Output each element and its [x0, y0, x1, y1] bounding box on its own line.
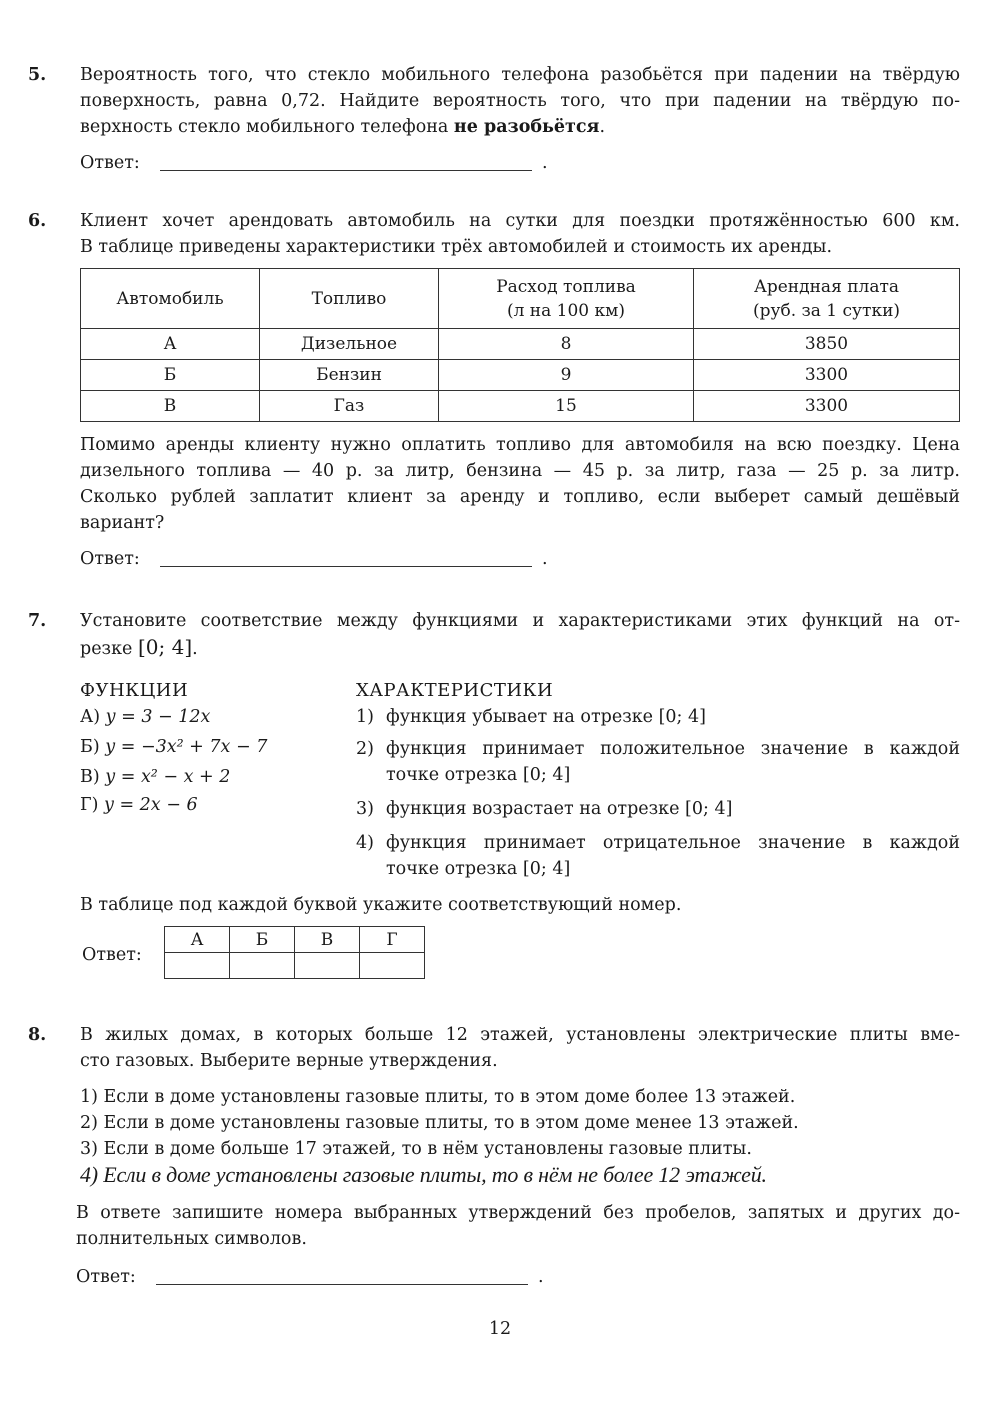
characteristic-item: [356, 796, 960, 822]
text-span: верхность стекло мобильного телефона: [80, 117, 454, 137]
task-text-line: [80, 634, 960, 662]
answer-label: Ответ:: [82, 945, 142, 965]
task-text-line: Клиент хочет арендовать автомобиль на сутки для поездки протяжённостью 600 км.: [80, 211, 960, 231]
task-text-line: вариант?: [80, 513, 165, 533]
cars-table: [80, 268, 960, 422]
characteristic-item: [356, 736, 960, 788]
task-text-line: В таблице приведены характеристики трёх автомобилей и стоимость их аренды.: [80, 237, 833, 257]
answer-period: .: [542, 153, 548, 173]
statement-item: 3) Если в доме больше 17 этажей, то в нём установлены газовые плиты.: [80, 1139, 752, 1159]
task-number: 7.: [28, 611, 47, 631]
table-cell: Дизельное: [260, 329, 439, 360]
statements-list: [80, 1084, 960, 1188]
table-header-row: [81, 269, 960, 329]
task-text-line: дизельного топлива — 40 р. за литр, бензина — 45 р. за литр, газа — 25 р. за литр.: [80, 461, 960, 481]
answer-column-header: Г: [360, 927, 425, 953]
table-cell: 3300: [694, 360, 960, 391]
table-cell: 15: [439, 391, 694, 422]
item-label: 2): [356, 739, 374, 759]
functions-column: [80, 678, 340, 818]
characteristics-title: ХАРАКТЕРИСТИКИ: [356, 680, 554, 701]
table-header: Автомобиль: [81, 269, 260, 329]
task-text-line: поверхность, равна 0,72. Найдите вероятность того, что при падении на твёрдую по-: [80, 91, 960, 111]
table-cell: А: [81, 329, 260, 360]
answer-cell-v[interactable]: [295, 953, 360, 979]
characteristic-text: функция возрастает на отрезке [0; 4]: [386, 799, 733, 819]
task-text-line: Сколько рублей заплатит клиент за аренду и топливо, если выберет самый дешёвый: [80, 487, 960, 507]
task-text-line: сто газовых. Выберите верные утверждения.: [80, 1051, 498, 1071]
item-label: 3): [356, 799, 374, 819]
characteristic-text: функция убывает на отрезке [0; 4]: [386, 707, 706, 727]
table-cell: 8: [439, 329, 694, 360]
table-cell: 3850: [694, 329, 960, 360]
item-label: 4): [356, 833, 374, 853]
answer-table: [164, 926, 425, 979]
header-line: Расход топлива: [496, 276, 636, 297]
answer-input-line[interactable]: [160, 170, 532, 171]
function-item: [80, 764, 340, 790]
function-item: [80, 704, 340, 730]
function-item: [80, 792, 340, 818]
instruction-text: В таблице под каждой буквой укажите соответствующий номер.: [80, 895, 682, 915]
task-number: 8.: [28, 1025, 47, 1045]
task-text-line: полнительных символов.: [76, 1229, 307, 1249]
characteristic-item: [356, 704, 960, 730]
answer-cell-g[interactable]: [360, 953, 425, 979]
task-body: [80, 208, 960, 572]
answer-column-header: Б: [230, 927, 295, 953]
characteristics-column: [356, 678, 960, 882]
characteristic-text: точке отрезка [0; 4]: [386, 765, 571, 785]
answer-period: .: [542, 549, 548, 569]
answer-cell-a[interactable]: [165, 953, 230, 979]
task-body: [80, 1022, 960, 1188]
table-cell: Бензин: [260, 360, 439, 391]
table-cell: В: [81, 391, 260, 422]
table-header: [694, 269, 960, 329]
bold-emphasis: не разобьётся: [453, 117, 600, 137]
task-number: 6.: [28, 211, 47, 231]
text-span: .: [192, 639, 198, 659]
function-expression: y = −3x² + 7x − 7: [105, 737, 268, 757]
answer-column-header: В: [295, 927, 360, 953]
functions-title: ФУНКЦИИ: [80, 680, 189, 701]
answer-row: [76, 1264, 960, 1290]
answer-table-inputs: [165, 953, 425, 979]
function-expression: y = 2x − 6: [104, 795, 198, 815]
function-expression: y = x² − x + 2: [105, 767, 231, 787]
answer-row: [80, 546, 960, 572]
function-item: [80, 734, 340, 760]
task-8-instructions: [76, 1200, 960, 1290]
statement-item: 1) Если в доме установлены газовые плиты, то в этом доме более 13 этажей.: [80, 1087, 796, 1107]
table-cell: 9: [439, 360, 694, 391]
task-body: [80, 62, 960, 176]
table-header: Топливо: [260, 269, 439, 329]
item-label: 1): [356, 707, 374, 727]
characteristic-text: функция принимает положительное значение в каждой: [386, 739, 960, 759]
table-cell: Б: [81, 360, 260, 391]
answer-table-row: [80, 926, 960, 982]
characteristic-text: функция принимает отрицательное значение в каждой: [386, 833, 960, 853]
table-row: [81, 391, 960, 422]
header-line: (л на 100 км): [506, 300, 626, 321]
header-line: (руб. за 1 сутки): [752, 300, 901, 321]
task-text-line: [80, 114, 960, 140]
function-expression: y = 3 − 12x: [105, 707, 211, 727]
answer-column-header: А: [165, 927, 230, 953]
task-body: [80, 608, 960, 982]
table-cell: 3300: [694, 391, 960, 422]
task-text-line: В ответе запишите номера выбранных утверждений без пробелов, запятых и других до-: [76, 1203, 960, 1223]
task-text-line: Помимо аренды клиенту нужно оплатить топливо для автомобиля на всю поездку. Цена: [80, 435, 960, 455]
text-span: резке: [80, 639, 138, 659]
task-text-line: Вероятность того, что стекло мобильного телефона разобьётся при падении на твёрдую: [80, 65, 960, 85]
answer-label: Ответ:: [80, 549, 140, 569]
task-text-line: Установите соответствие между функциями и характеристиками этих функций на от-: [80, 611, 960, 631]
page-number: 12: [488, 1319, 512, 1339]
answer-cell-b[interactable]: [230, 953, 295, 979]
table-cell: Газ: [260, 391, 439, 422]
answer-table-header: [165, 927, 425, 953]
table-row: [81, 360, 960, 391]
task-number: 5.: [28, 65, 47, 85]
task-paragraph: [80, 432, 960, 536]
item-label: А): [80, 707, 101, 727]
segment-notation: [0; 4]: [137, 635, 193, 659]
table-header: [439, 269, 694, 329]
answer-input-line[interactable]: [160, 566, 532, 567]
characteristic-text: точке отрезка [0; 4]: [386, 859, 571, 879]
matching-block: [80, 678, 960, 878]
text-span: .: [599, 117, 606, 137]
answer-label: Ответ:: [80, 153, 140, 173]
item-label: Б): [80, 737, 100, 757]
answer-row: [80, 150, 960, 176]
answer-input-line[interactable]: [156, 1284, 528, 1285]
header-line: Арендная плата: [753, 276, 899, 297]
answer-label: Ответ:: [76, 1267, 136, 1287]
task-text-line: В жилых домах, в которых больше 12 этажей, установлены электрические плиты вме-: [80, 1025, 960, 1045]
characteristic-item: [356, 830, 960, 882]
table-row: [81, 329, 960, 360]
item-label: В): [80, 767, 100, 787]
item-label: Г): [80, 795, 99, 815]
statement-item: 2) Если в доме установлены газовые плиты, то в этом доме менее 13 этажей.: [80, 1113, 799, 1133]
statement-item: 4) Если в доме установлены газовые плиты, то в нём не более 12 этажей.: [80, 1162, 767, 1187]
answer-period: .: [538, 1267, 544, 1287]
